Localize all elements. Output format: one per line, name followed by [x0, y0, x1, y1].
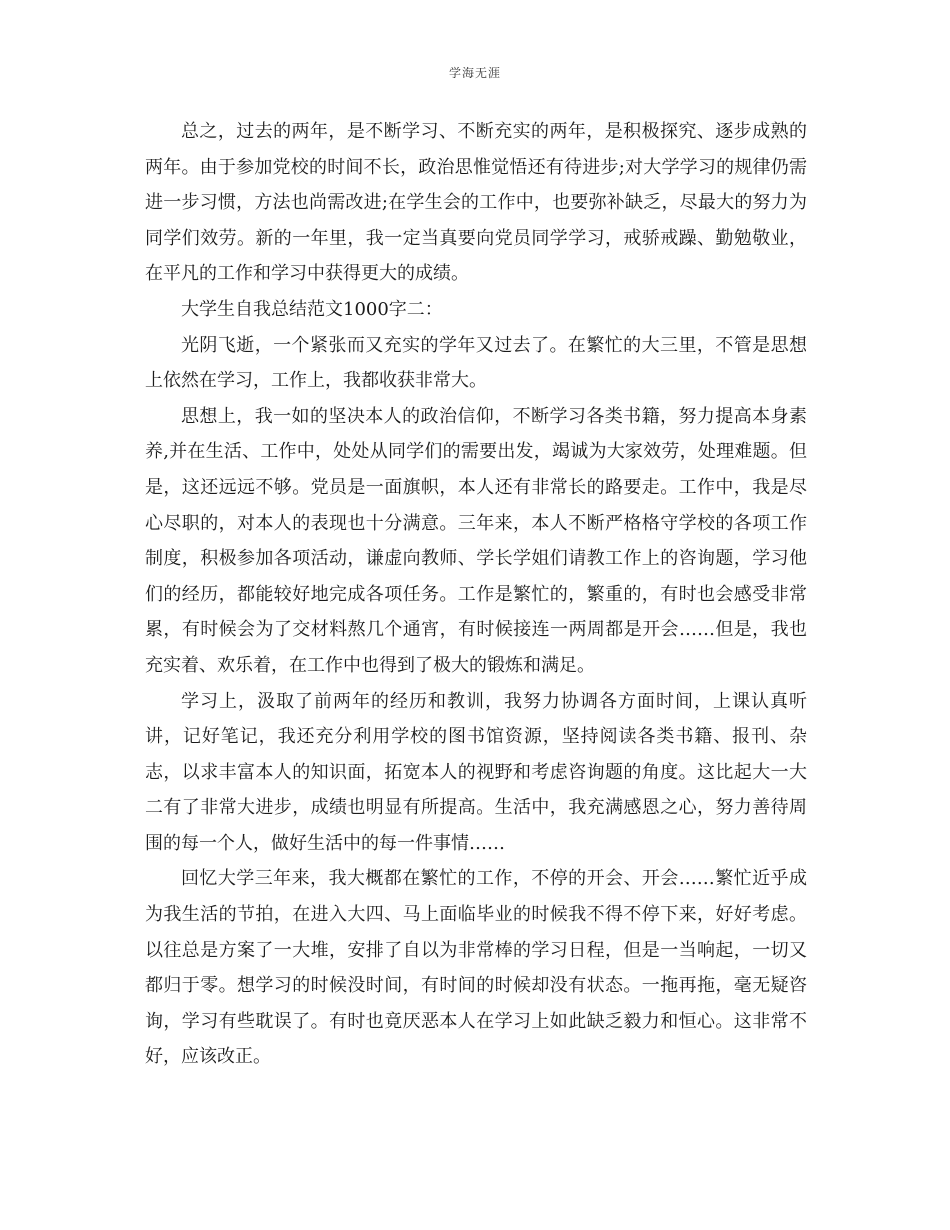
paragraph-summary: 总之，过去的两年，是不断学习、不断充实的两年，是积极探究、逐步成熟的两年。由于参加党校的时间不长，政治思惟觉悟还有待进步;对大学学习的规律仍需进一步习惯，方法也尚需改进;在学生会的工作中，也要弥补缺乏，尽最大的努力为同学们效劳。新的一年里，我一定当真要向党员同学学习，戒骄戒躁、勤勉敬业，在平凡的工作和学习中获得更大的成绩。 — [145, 121, 807, 285]
paragraph-thought: 思想上，我一如的坚决本人的政治信仰，不断学习各类书籍，努力提高本身素养,并在生活、工作中，处处从同学们的需要出发，竭诚为大家效劳，处理难题。但是，这还远远不够。党员是一面旗帜，本人还有非常长的路要走。工作中，我是尽心尽职的，对本人的表现也十分满意。三年来，本人不断严格格守学校的各项工作制度，积极参加各项活动，谦虚向教师、学长学姐们请教工作上的咨询题，学习他们的经历，都能较好地完成各项任务。工作是繁忙的，繁重的，有时也会感受非常累，有时候会为了交材料熬几个通宵，有时候接连一两周都是开会……但是，我也充实着、欢乐着，在工作中也得到了极大的锻炼和满足。 — [145, 405, 807, 676]
paragraph-intro: 光阴飞逝，一个紧张而又充实的学年又过去了。在繁忙的大三里，不管是思想上依然在学习，工作上，我都收获非常大。 — [145, 334, 807, 392]
section-heading: 大学生自我总结范文1000字二： — [181, 298, 443, 320]
page-header: 学海无涯 — [448, 66, 501, 80]
paragraph-study: 学习上，汲取了前两年的经历和教训，我努力协调各方面时间，上课认真听讲，记好笔记，我还充分利用学校的图书馆资源，坚持阅读各类书籍、报刊、杂志，以求丰富本人的知识面，拓宽本人的视野和考虑咨询题的角度。这比起大一大二有了非常大进步，成绩也明显有所提高。生活中，我充满感恩之心，努力善待周围的每一个人，做好生活中的每一件事情…… — [145, 690, 807, 854]
document-body — [145, 114, 807, 1075]
paragraph-reflection: 回忆大学三年来，我大概都在繁忙的工作，不停的开会、开会……繁忙近乎成为我生活的节拍，在进入大四、马上面临毕业的时候我不得不停下来，好好考虑。以往总是方案了一大堆，安排了自以为非常棒的学习日程，但是一当响起，一切又都归于零。想学习的时候没时间，有时间的时候却没有状态。一拖再拖，毫无疑咨询，学习有些耽误了。有时也竟厌恶本人在学习上如此缺乏毅力和恒心。这非常不好，应该改正。 — [145, 868, 807, 1068]
